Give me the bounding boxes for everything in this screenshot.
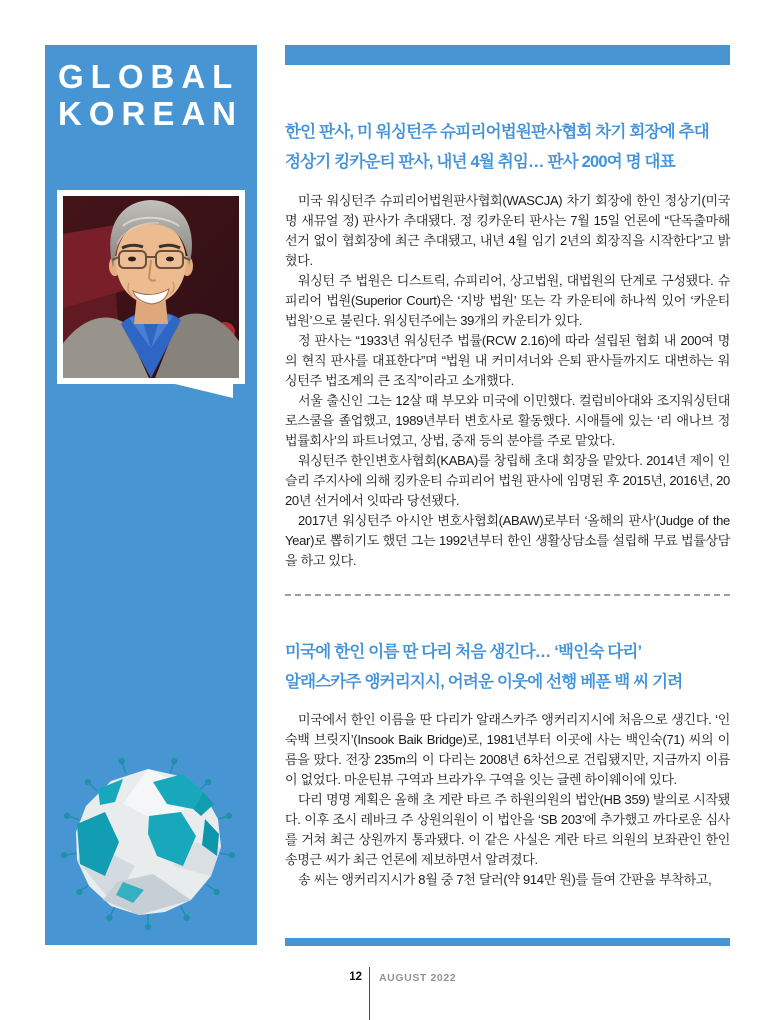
article-2-body: [285, 710, 730, 890]
globe-illustration: [53, 750, 243, 944]
magazine-section-title: [45, 45, 257, 132]
paragraph: 워싱턴 주 법원은 디스트릭, 슈피리어, 상고법원, 대법원의 단계로 구성됐다. 슈피리어 법원(Superior Court)은 ‘지방 법원’ 또는 각 카운티에 하나씩 있어 ‘카운티 법원’으로 불린다. 워싱턴주에는 39개의 카운티가 있다.: [285, 273, 730, 328]
paragraph: 미국 워싱턴주 슈피리어법원판사협회(WASCJA) 차기 회장에 한인 정상기(미국명 새뮤얼 정) 판사가 추대됐다. 정 킹카운티 판사는 7월 15일 언론에 “단독출마해 선거 없이 협회장에 최근 추대됐고, 내년 4월 임기 2년의 회장직을 시작한다”고 밝혔다.: [285, 193, 730, 268]
paragraph: 정 판사는 “1933년 워싱턴주 법률(RCW 2.16)에 따라 설립된 협회 내 200여 명의 현직 판사를 대표한다”며 “법원 내 커미셔너와 은퇴 판사들까지도 대변하는 워싱턴주 법조계의 큰 조직”이라고 소개했다.: [285, 333, 730, 388]
footer-page-number: 12: [349, 971, 362, 983]
footer-issue-label: AUGUST 2022: [379, 972, 457, 984]
portrait-illustration: [63, 196, 239, 378]
paragraph: 미국에서 한인 이름을 딴 다리가 알래스카주 앵커리지시에 처음으로 생긴다. ‘인숙백 브릿지’(Insook Baik Bridge)로, 1981년부터 이곳에 사는 백인숙(71) 씨의 이름을 땄다. 전장 235m의 이 다리는 2008년 6차선으로 건립됐지만, 지금까지 이름이 없었다. 마운틴뷰 구역과 브라가우 구역을 잇는 글렌 하이웨이에 있다.: [285, 712, 730, 787]
article-2-headline: [285, 637, 730, 697]
article-1-headline-line1: 한인 판사, 미 워싱턴주 슈피리어법원판사협회 차기 회장에 추대: [285, 123, 709, 141]
top-accent-bar: [285, 45, 730, 65]
paragraph: 워싱턴주 한인변호사협회(KABA)를 창립해 초대 회장을 맡았다. 2014년 제이 인슬리 주지사에 의해 킹카운티 슈피리어 법원 판사에 임명된 후 2015년, 2016년, 2020년 선거에서 잇따라 당선됐다.: [285, 453, 730, 508]
article-2-headline-line2: 알래스카주 앵커리지시, 어려운 이웃에 선행 베푼 백 씨 기려: [285, 673, 683, 691]
paragraph: 2017년 워싱턴주 아시안 변호사협회(ABAW)로부터 ‘올해의 판사’(Judge of the Year)로 뽑히기도 했던 그는 1992년부터 한인 생활상담소를 설립해 무료 법률상담을 하고 있다.: [285, 513, 730, 568]
footer-divider-rule: [369, 967, 370, 1020]
article-1-headline: [285, 117, 730, 177]
article-2-headline-line1: 미국에 한인 이름 딴 다리 처음 생긴다… ‘백인숙 다리’: [285, 643, 642, 661]
portrait-photo: [57, 190, 245, 384]
sidebar: [45, 45, 257, 945]
paragraph: 서울 출신인 그는 12살 때 부모와 미국에 이민했다. 컬럼비아대와 조지워싱턴대 로스쿨을 졸업했고, 1989년부터 변호사로 활동했다. 시애틀에 있는 ‘리 애나브 정 법률회사’의 파트너였고, 상법, 중재 등의 분야를 주로 맡았다.: [285, 393, 730, 448]
paragraph: 다리 명명 계획은 올해 초 게란 타르 주 하원의원의 법안(HB 359) 발의로 시작됐다. 이후 조시 레바크 주 상원의원이 이 법안을 ‘SB 203’에 추가했고 까다로운 심사를 거쳐 최근 상원까지 통과됐다. 이 같은 사실은 게란 타르 의원의 보좌관인 한인 송명근 씨가 최근 언론에 제보하면서 알려졌다.: [285, 792, 730, 867]
article-1-body: [285, 191, 730, 571]
article-1-headline-line2: 정상기 킹카운티 판사, 내년 4월 취임… 판사 200여 명 대표: [285, 153, 675, 171]
section-title-line2: KOREAN: [58, 95, 244, 132]
globe-icon: [53, 750, 243, 944]
paragraph: 송 씨는 앵커리지시가 8월 중 7천 달러(약 914만 원)를 들여 간판을 부착하고,: [298, 872, 712, 887]
section-title-line1: GLOBAL: [58, 58, 240, 95]
speech-bubble-tail-icon: [175, 384, 233, 398]
bottom-accent-bar: [285, 938, 730, 946]
dashed-divider: [285, 594, 730, 596]
